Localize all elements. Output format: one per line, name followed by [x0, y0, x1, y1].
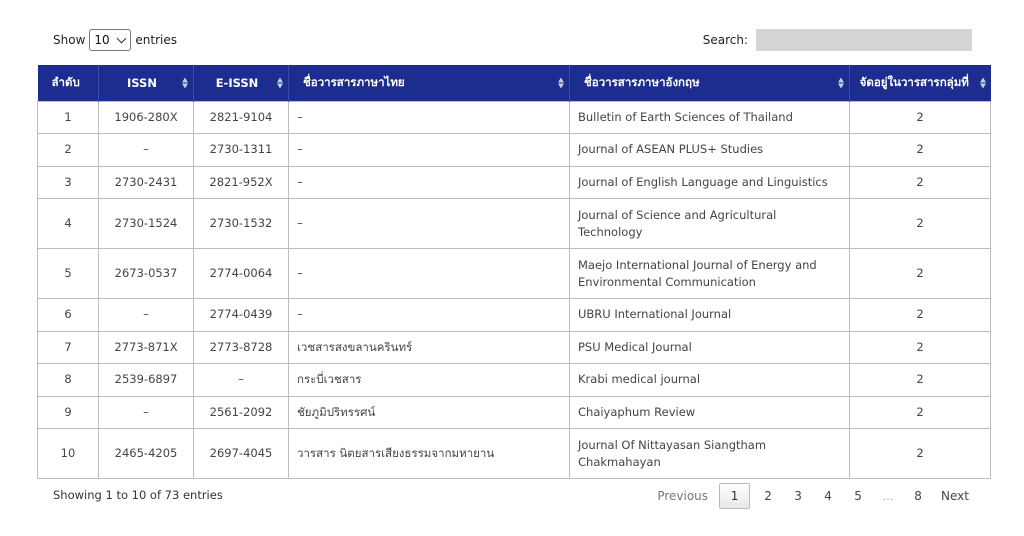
cell-issn: 2465-4205 [99, 429, 194, 479]
sort-icon [558, 77, 564, 88]
search-label: Search: [702, 33, 748, 47]
cell-thai-title: – [289, 166, 570, 199]
cell-english-title: Journal of ASEAN PLUS+ Studies [570, 134, 850, 167]
chevron-down-icon [117, 33, 127, 43]
table-row [38, 331, 991, 364]
column-header-label: ลำดับ [51, 74, 80, 89]
cell-group: 2 [850, 299, 991, 332]
cell-order: 4 [38, 199, 99, 249]
length-menu [53, 29, 177, 51]
journals-table-wrapper [37, 65, 990, 479]
cell-issn: 2730-2431 [99, 166, 194, 199]
table-row [38, 134, 991, 167]
cell-english-title: PSU Medical Journal [570, 331, 850, 364]
table-row [38, 249, 991, 299]
cell-group: 2 [850, 249, 991, 299]
table-row [38, 396, 991, 429]
column-header-issn[interactable] [99, 65, 194, 101]
page-button[interactable]: 3 [794, 489, 802, 503]
sort-icon [277, 77, 283, 88]
cell-thai-title: วารสาร นิตยสารเสียงธรรมจากมหายาน [289, 429, 570, 479]
table-row [38, 166, 991, 199]
page-button[interactable]: 2 [764, 489, 772, 503]
cell-issn: 2539-6897 [99, 364, 194, 397]
cell-issn: 1906-280X [99, 101, 194, 134]
cell-eissn: 2561-2092 [194, 396, 289, 429]
cell-eissn: 2730-1532 [194, 199, 289, 249]
cell-english-title: Journal of English Language and Linguistics [570, 166, 850, 199]
cell-eissn: 2697-4045 [194, 429, 289, 479]
cell-group: 2 [850, 134, 991, 167]
cell-eissn: 2774-0439 [194, 299, 289, 332]
cell-english-title: Bulletin of Earth Sciences of Thailand [570, 101, 850, 134]
column-header-label: ชื่อวารสารภาษาอังกฤษ [584, 74, 700, 89]
next-button[interactable]: Next [941, 489, 969, 503]
cell-english-title: Journal Of Nittayasan Siangtham Chakmahayan [570, 429, 850, 479]
table-row [38, 429, 991, 479]
cell-eissn: – [194, 364, 289, 397]
page-button-current[interactable]: 1 [719, 483, 750, 509]
cell-group: 2 [850, 199, 991, 249]
column-header-label: จัดอยู่ในวารสารกลุ่มที่ [859, 74, 969, 89]
cell-issn: – [99, 396, 194, 429]
column-header-order[interactable] [38, 65, 99, 101]
column-header-english-title[interactable] [570, 65, 850, 101]
page-button[interactable]: 8 [914, 489, 922, 503]
cell-english-title: Krabi medical journal [570, 364, 850, 397]
search-area [703, 29, 972, 51]
column-header-thai-title[interactable] [289, 65, 570, 101]
column-header-label: E-ISSN [215, 75, 259, 90]
cell-thai-title: – [289, 299, 570, 332]
cell-english-title: Journal of Science and Agricultural Technology [570, 199, 850, 249]
cell-eissn: 2773-8728 [194, 331, 289, 364]
table-info: Showing 1 to 10 of 73 entries [53, 488, 223, 502]
table-row [38, 101, 991, 134]
cell-issn: 2773-871X [99, 331, 194, 364]
sort-icon [838, 77, 844, 88]
cell-english-title: UBRU International Journal [570, 299, 850, 332]
column-header-label: ISSN [127, 75, 157, 90]
cell-order: 3 [38, 166, 99, 199]
cell-group: 2 [850, 331, 991, 364]
cell-issn: 2673-0537 [99, 249, 194, 299]
sort-icon [980, 77, 986, 88]
table-controls [53, 29, 972, 53]
cell-thai-title: กระบี่เวชสาร [289, 364, 570, 397]
cell-order: 8 [38, 364, 99, 397]
cell-eissn: 2774-0064 [194, 249, 289, 299]
table-footer [53, 483, 977, 509]
cell-order: 10 [38, 429, 99, 479]
page-button[interactable]: 5 [854, 489, 862, 503]
cell-issn: – [99, 299, 194, 332]
previous-button[interactable]: Previous [657, 489, 709, 503]
cell-group: 2 [850, 101, 991, 134]
page-button[interactable]: 4 [824, 489, 832, 503]
column-header-eissn[interactable] [194, 65, 289, 101]
entries-select[interactable] [89, 29, 131, 51]
pagination [649, 483, 977, 509]
cell-thai-title: ชัยภูมิปริทรรศน์ [289, 396, 570, 429]
cell-thai-title: – [289, 134, 570, 167]
cell-issn: 2730-1524 [99, 199, 194, 249]
cell-english-title: Maejo International Journal of Energy and Environmental Communication [570, 249, 850, 299]
cell-english-title: Chaiyaphum Review [570, 396, 850, 429]
cell-eissn: 2730-1311 [194, 134, 289, 167]
search-input[interactable] [756, 29, 972, 51]
entries-label: entries [135, 33, 177, 47]
cell-group: 2 [850, 166, 991, 199]
cell-eissn: 2821-952X [194, 166, 289, 199]
column-header-label: ชื่อวารสารภาษาไทย [303, 74, 405, 89]
cell-order: 7 [38, 331, 99, 364]
entries-select-value: 10 [94, 33, 110, 47]
column-header-group[interactable] [850, 65, 991, 101]
cell-thai-title: – [289, 199, 570, 249]
cell-order: 5 [38, 249, 99, 299]
cell-thai-title: – [289, 101, 570, 134]
table-row [38, 364, 991, 397]
cell-issn: – [99, 134, 194, 167]
cell-eissn: 2821-9104 [194, 101, 289, 134]
cell-thai-title: เวชสารสงขลานครินทร์ [289, 331, 570, 364]
cell-group: 2 [850, 429, 991, 479]
show-label: Show [53, 33, 86, 47]
cell-group: 2 [850, 364, 991, 397]
sort-icon [182, 77, 188, 88]
table-row [38, 299, 991, 332]
table-header-row [38, 65, 991, 101]
cell-order: 2 [38, 134, 99, 167]
cell-thai-title: – [289, 249, 570, 299]
cell-order: 9 [38, 396, 99, 429]
table-row [38, 199, 991, 249]
cell-group: 2 [850, 396, 991, 429]
pagination-ellipsis: … [882, 489, 894, 503]
cell-order: 1 [38, 101, 99, 134]
cell-order: 6 [38, 299, 99, 332]
journals-table [37, 65, 991, 479]
